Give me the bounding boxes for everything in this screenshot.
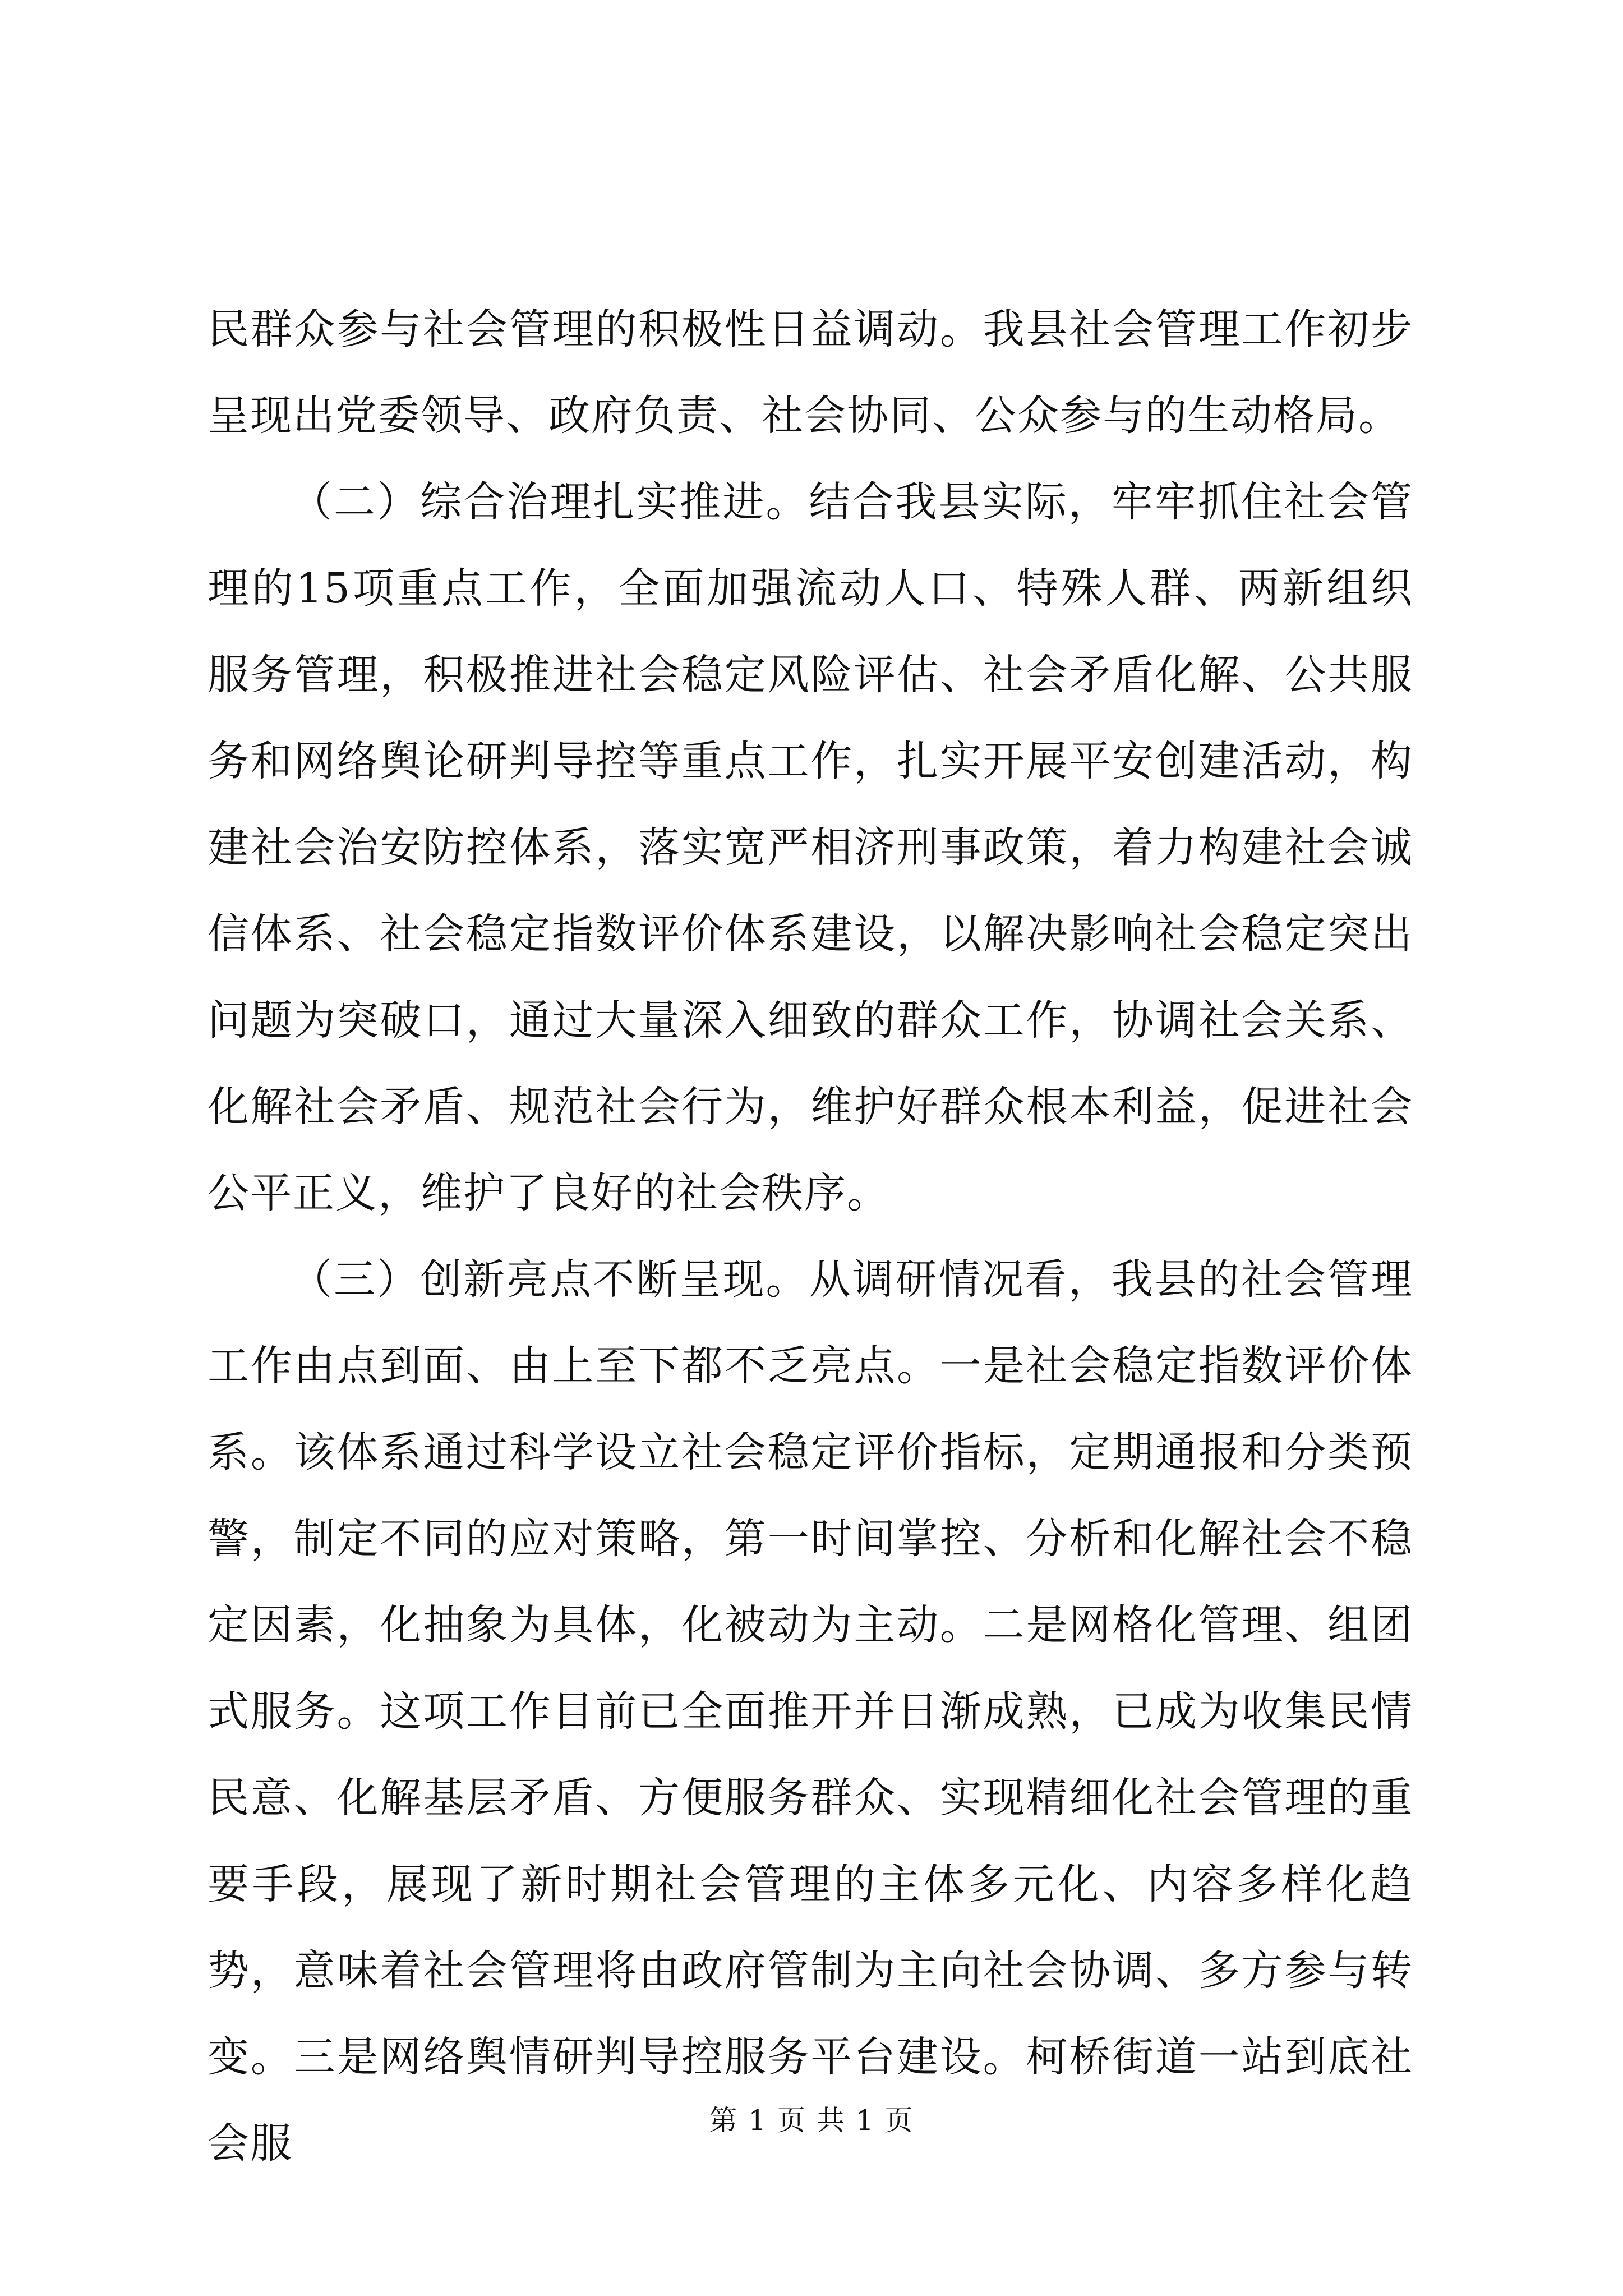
page-footer: 第 1 页 共 1 页 <box>709 2104 914 2137</box>
paragraph-2: （二）综合治理扎实推进。结合我县实际，牢牢抓住社会管理的15项重点工作，全面加强流动人口、特殊人群、两新组织服务管理，积极推进社会稳定风险评估、社会矛盾化解、公共服务和网络舆论研判导控等重点工作，扎实开展平安创建活动，构建社会治安防控体系，落实宽严相济刑事政策，着力构建社会诚信体系、社会稳定指数评价体系建设，以解决影响社会稳定突出问题为突破口，通过大量深入细致的群众工作，协调社会关系、化解社会矛盾、规范社会行为，维护好群众根本利益，促进社会公平正义，维护了良好的社会秩序。 <box>208 478 1413 1217</box>
document-body <box>208 286 1413 2187</box>
paragraph-3: （三）创新亮点不断呈现。从调研情况看，我县的社会管理工作由点到面、由上至下都不乏亮点。一是社会稳定指数评价体系。该体系通过科学设立社会稳定评价指标，定期通报和分类预警，制定不同的应对策略，第一时间掌控、分析和化解社会不稳定因素，化抽象为具体，化被动为主动。二是网格化管理、组团式服务。这项工作目前已全面推开并日渐成熟，已成为收集民情民意、化解基层矛盾、方便服务群众、实现精细化社会管理的重要手段，展现了新时期社会管理的主体多元化、内容多样化趋势，意味着社会管理将由政府管制为主向社会协调、多方参与转变。三是网络舆情研判导控服务平台建设。柯桥街道一站到底社会服 <box>208 1255 1413 2168</box>
paragraph-1: 民群众参与社会管理的积极性日益调动。我县社会管理工作初步呈现出党委领导、政府负责、社会协同、公众参与的生动格局。 <box>208 305 1413 440</box>
